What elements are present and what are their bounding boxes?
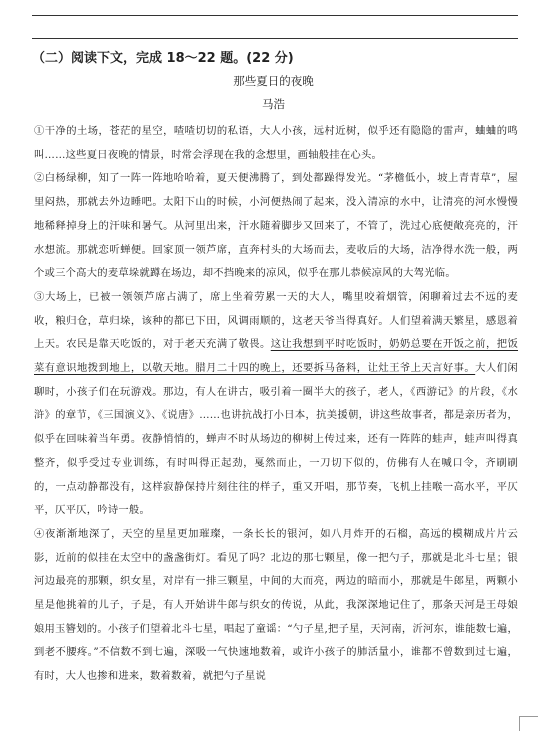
header-rule bbox=[32, 38, 518, 39]
paragraph-3-intro: ③大场上，已被一领领芦席占满了，席上坐着劳累一天的大人，嘴里咬着烟管，闲聊着过去不远的麦收，粮归仓，草归垛，该种的都已下田，风调雨顺的，这老天爷当得真好。人们望着满天繁星，感恩着上天。农民是靠天吃饭的，对于老天充满了敬畏。 bbox=[34, 290, 518, 351]
paragraph-3-rest: 大人们闲聊时，小孩子们在玩游戏。那边，有人在讲古，吸引着一圈半大的孩子，老人，《西游记》的片段，《水浒》的章节，《三国演义》、《说唐》……也讲抗战打小日本，抗美援朝，讲这些故事者，都是亲历者为，似乎在回味着当年勇。夜静悄悄的，蝉声不时从场边的柳树上传过来，还有一阵阵的蛙声，蛙声叫得真整齐，似乎受过专业训练，有时叫得正起劲，戛然而止，一刀切下似的，仿佛有人在喊口令，齐刷刷的，一点动静都没有，这样寂静保持片刻往往的样子，重又开唱，那节奏，飞机上挂喉一高水平，平仄平，仄平仄，吟诗一般。 bbox=[34, 362, 519, 517]
underlined-sentence: 这让我想到平时吃饭时，奶奶总要在开饭之前，把饭菜有意识地拨到地上，以敬天地。腊月二十四的晚上，还要拆马备料，让灶王爷上天言好事。 bbox=[34, 338, 519, 375]
paragraph-4: ④夜渐渐地深了，天空的星星更加璀璨，一条长长的银河，如八月炸开的石榴，高远的模糊成片片云影，近前的似挂在太空中的盏盏街灯。看见了吗？北边的那七颗星，像一把勺子，那就是北斗七星；银河边最亮的那颗，织女星，对岸有一排三颗星，中间的大而亮，两边的暗而小，那就是牛郎星，两颗小星是他挑着的儿子，子是，有人开始讲牛郎与织女的传说，从此，我深深地记住了，那条天河是王母娘娘用玉簪划的。小孩子们望着北斗七星，唱起了童谣：“勺子星,把子星，天河南，沂河东，谁能数七遍，到老不腰疼。”不信数不到七遍，深吸一气快速地数着，或许小孩子的肺活量小，谁都不曾数到过七遍，有时，大人也掺和进来，数着数着，就把勺子星说 bbox=[34, 527, 518, 683]
section-heading: （二）阅读下文，完成 18～22 题。(22 分) bbox=[32, 51, 294, 66]
article-author: 马浩 bbox=[262, 97, 285, 111]
article-body bbox=[34, 120, 518, 689]
top-rule bbox=[32, 15, 518, 16]
paragraph-2: ②白杨绿柳，知了一阵一阵地哈哈着，夏天便沸腾了，到处都躁得发光。“茅檐低小，坡上青青草”，屋里闷热，那就去外边睡吧。太阳下山的时候，小河便热闹了起来，没入清凉的水中，让清亮的河水慢慢地稀释掉身上的汗味和暑气。从河里出来，汗水随着脚步又回来了，不管了，洗过心底便敞亮亮的，汗水想流。那就恋听蝉便。回家顶一领芦席，直奔村头的大场而去，麦收后的大场，洁净得水洗一般，两个或三个高大的麦草垛就蹲在场边，却不挡晚来的凉风，似乎在那儿恭候凉风的大驾光临。 bbox=[34, 172, 518, 280]
paragraph-1: ①干净的土场，苍茫的星空，喳喳切切的私语，大人小孩，远村近树，似乎还有隐隐的雷声，蛐蛐的鸣叫……这些夏日夜晚的情景，时常会浮现在我的念想里，画轴般挂在心头。 bbox=[34, 125, 518, 161]
paragraph-3 bbox=[34, 286, 518, 523]
article-title: 那些夏日的夜晚 bbox=[233, 74, 314, 88]
page-corner-mark bbox=[519, 716, 538, 731]
